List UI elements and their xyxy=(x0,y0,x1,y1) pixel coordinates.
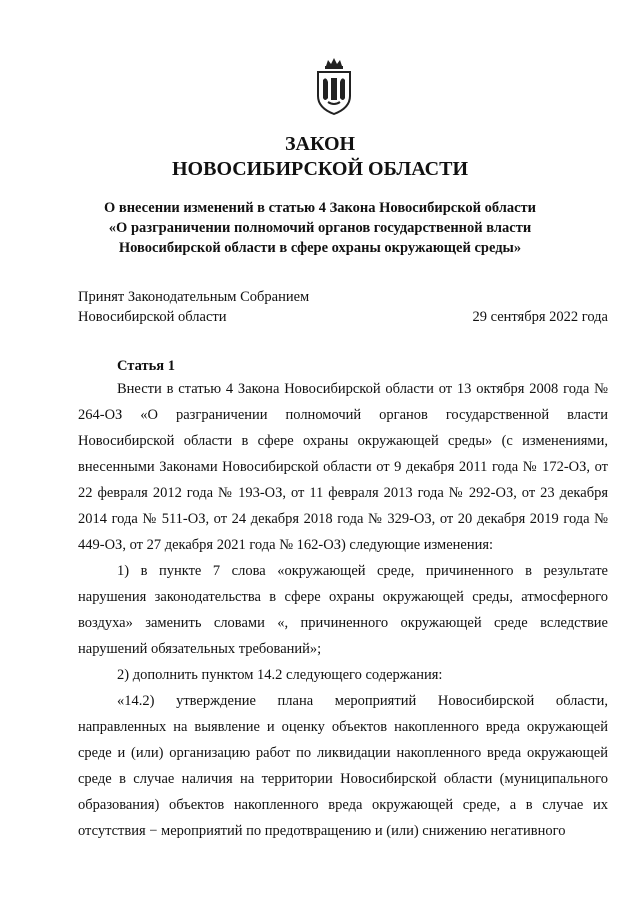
article-paragraph: 1) в пункте 7 слова «окружающей среде, причиненного в результате нарушения законодательства в сфере охраны окружающей среды, атмосферного воздуха» заменить словами «, причиненного окружающей среде вследствие нарушений обязательных требований»; xyxy=(78,563,608,657)
law-subtitle-line3: Новосибирской области в сфере охраны окружающей среды» xyxy=(118,240,522,256)
article-title: Статья 1 xyxy=(117,358,175,374)
law-subtitle-line2: «О разграничении полномочий органов государственной власти xyxy=(108,220,532,236)
adoption-line1: Принят Законодательным Собранием xyxy=(78,289,310,305)
law-title xyxy=(0,132,640,182)
law-subtitle xyxy=(0,198,640,258)
adoption-line2: Новосибирской области xyxy=(78,309,227,325)
adoption-statement xyxy=(78,287,309,327)
adoption-date: 29 сентября 2022 года xyxy=(472,309,608,325)
article-paragraph: «14.2) утверждение плана мероприятий Новосибирской области, направленных на выявление и оценку объектов накопленного вреда окружающей среде и (или) организацию работ по ликвидации накопленного вреда окружающей среде в случае наличия на территории Новосибирской области (муниципального образования) объектов накопленного вреда окружающей среде, а в случае их отсутствия − мероприятий по предотвращению и (или) снижению негативного xyxy=(78,693,608,839)
law-subtitle-line1: О внесении изменений в статью 4 Закона Новосибирской области xyxy=(103,200,537,216)
law-title-line2: НОВОСИБИРСКОЙ ОБЛАСТИ xyxy=(171,158,469,180)
article-paragraph: 2) дополнить пунктом 14.2 следующего содержания: xyxy=(117,667,443,683)
article-paragraph: Внести в статью 4 Закона Новосибирской области от 13 октября 2008 года № 264-ОЗ «О разграничении полномочий органов государственной власти Новосибирской области в сфере охраны окружающей среды» (с изменениями, внесенными Законами Новосибирской области от 9 декабря 2011 года № 172-ОЗ, от 22 февраля 2012 года № 193-ОЗ, от 11 февраля 2013 года № 292-ОЗ, от 23 декабря 2014 года № 511-ОЗ, от 24 декабря 2018 года № 329-ОЗ, от 20 декабря 2019 года № 449-ОЗ, от 27 декабря 2021 года № 162-ОЗ) следующие изменения: xyxy=(78,381,608,553)
coat-of-arms-icon xyxy=(314,58,354,116)
article-body xyxy=(78,376,608,844)
law-title-line1: ЗАКОН xyxy=(284,133,356,155)
